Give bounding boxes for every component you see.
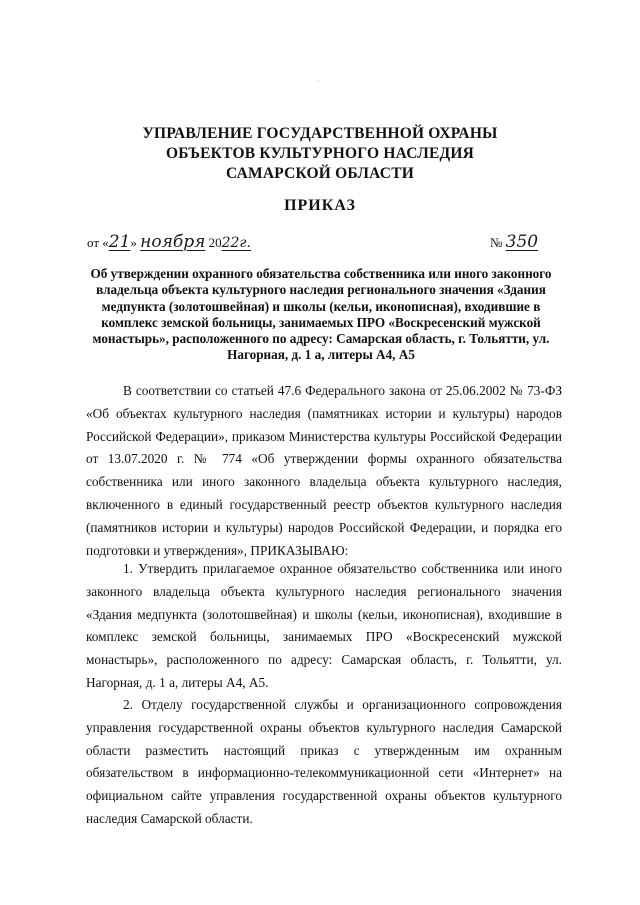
date-year-prefix: 20 — [208, 235, 222, 250]
date-month-handwritten: ноября — [140, 232, 206, 252]
number-prefix: № — [490, 235, 506, 250]
order-number-handwritten: 350 — [505, 232, 539, 252]
document-type-title: ПРИКАЗ — [284, 197, 356, 214]
order-subject: Об утверждении охранного обязательства собственника или иного законного владельца объекта культурного наследия регионального значения «Здания медпункта (золотошвейная) и школы (кельи, иконописная), входившие в комплекс земской больницы, занимаемых ПРО «Воскресенский мужской монастырь», расположенного по адресу: Самарская область, г. Тольятти, ул. Нагорная, д. 1 а, литеры А4, А5 — [90, 266, 552, 363]
date-year-handwritten: 22г. — [221, 235, 251, 251]
preamble-paragraph: В соответствии со статьей 47.6 Федерального закона от 25.06.2002 № 73-ФЗ «Об объектах культурного наследия (памятниках истории и культуры) народов Российской Федерации», приказом Министерства культуры Российской Федерации от 13.07.2020 г. № 774 «Об утверждении формы охранного обязательства собственника или иного законного владельца объекта культурного наследия, включенного в единый государственный реестр объектов культурного наследия (памятников истории и культуры) народов Российской Федерации, и порядка его подготовки и утверждения», ПРИКАЗЫВАЮ: — [86, 383, 562, 558]
date-prefix: от « — [87, 235, 109, 250]
clause-2-paragraph: 2. Отделу государственной службы и организационного сопровождения управления государственной охраны объектов культурного наследия Самарской области разместить настоящий приказ с утвержденным им охранным обязательством в информационно-телекоммуникационной сети «Интернет» на официальном сайте управления государственной охраны объектов культурного наследия Самарской области. — [86, 697, 562, 826]
clause-1-paragraph: 1. Утвердить прилагаемое охранное обязательство собственника или иного законного владельца объекта культурного наследия регионального значения «Здания медпункта (золотошвейная) и школы (кельи, иконописная), входившие в комплекс земской больницы, занимаемых ПРО «Воскресенский мужской монастырь», расположенного по адресу: Самарская область, г. Тольятти, ул. Нагорная, д. 1 а, литеры А4, А5. — [86, 561, 562, 690]
order-number — [490, 232, 538, 252]
agency-name-line-3: САМАРСКОЙ ОБЛАСТИ — [225, 165, 414, 182]
scan-speck — [318, 80, 319, 81]
agency-name-line-1: УПРАВЛЕНИЕ ГОСУДАРСТВЕННОЙ ОХРАНЫ — [142, 125, 498, 142]
date-mid: » — [130, 235, 141, 250]
order-date — [87, 232, 251, 252]
date-day-handwritten: 21 — [108, 232, 131, 252]
agency-name-line-2: ОБЪЕКТОВ КУЛЬТУРНОГО НАСЛЕДИЯ — [165, 145, 475, 162]
